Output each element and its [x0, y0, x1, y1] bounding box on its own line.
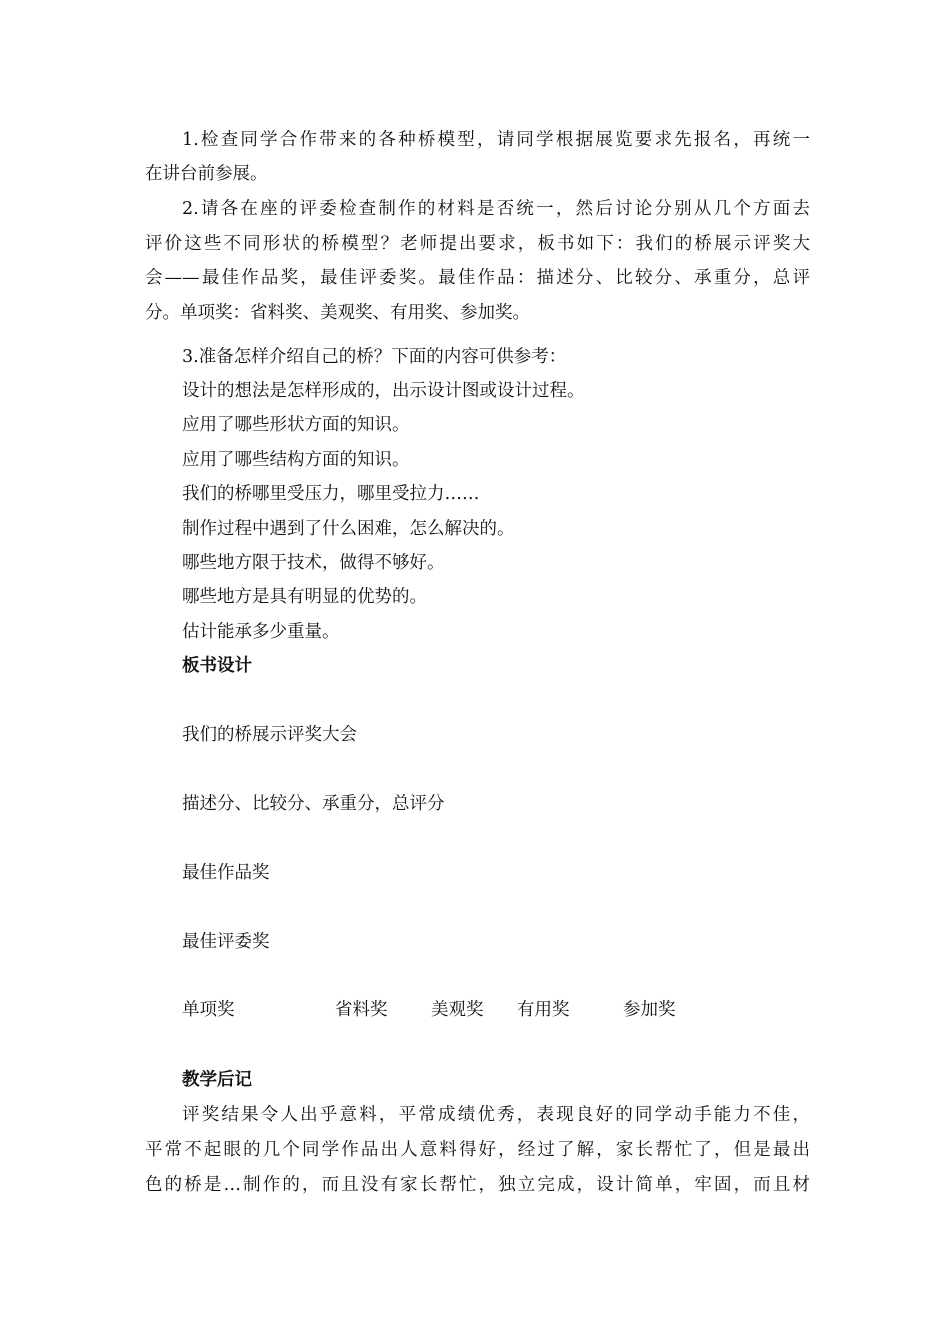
- board-heading: 板书设计: [182, 656, 252, 676]
- step3-item: 应用了哪些结构方面的知识。: [182, 450, 410, 470]
- step2-line2: 评价这些不同形状的桥模型？老师提出要求，板书如下：我们的桥展示评奖大: [145, 234, 810, 254]
- step2-line1: 2.请各在座的评委检查制作的材料是否统一，然后讨论分别从几个方面去: [182, 199, 810, 219]
- step3-item: 应用了哪些形状方面的知识。: [182, 415, 410, 435]
- board-award: 参加奖: [623, 1000, 676, 1020]
- postscript-line3: 色的桥是…制作的，而且没有家长帮忙，独立完成，设计简单，牢固，而且材: [145, 1175, 810, 1195]
- step3-intro: 3.准备怎样介绍自己的桥？下面的内容可供参考：: [182, 347, 567, 367]
- board-best-judge: 最佳评委奖: [182, 932, 270, 952]
- board-title: 我们的桥展示评奖大会: [182, 725, 357, 745]
- step3-item: 制作过程中遇到了什么困难，怎么解决的。: [182, 519, 515, 539]
- step3-item: 哪些地方是具有明显的优势的。: [182, 587, 427, 607]
- step3-item: 设计的想法是怎样形成的，出示设计图或设计过程。: [182, 381, 585, 401]
- postscript-heading: 教学后记: [182, 1070, 252, 1090]
- step1-line2: 在讲台前参展。: [145, 164, 268, 184]
- step2-line4: 分。单项奖：省料奖、美观奖、有用奖、参加奖。: [145, 303, 530, 323]
- board-scores: 描述分、比较分、承重分，总评分: [182, 794, 445, 814]
- step3-item: 哪些地方限于技术，做得不够好。: [182, 553, 445, 573]
- step3-item: 我们的桥哪里受压力，哪里受拉力……: [182, 484, 480, 504]
- board-single-label: 单项奖: [182, 1000, 235, 1020]
- postscript-line2: 平常不起眼的几个同学作品出人意料得好，经过了解，家长帮忙了，但是最出: [145, 1140, 810, 1160]
- board-award: 省料奖: [335, 1000, 388, 1020]
- board-award: 美观奖: [431, 1000, 484, 1020]
- step2-line3: 会——最佳作品奖，最佳评委奖。最佳作品：描述分、比较分、承重分，总评: [145, 268, 810, 288]
- board-best-work: 最佳作品奖: [182, 863, 270, 883]
- step1-line1: 1.检查同学合作带来的各种桥模型，请同学根据展览要求先报名，再统一: [182, 130, 810, 150]
- board-award: 有用奖: [517, 1000, 570, 1020]
- step3-item: 估计能承多少重量。: [182, 622, 340, 642]
- postscript-line1: 评奖结果令人出乎意料，平常成绩优秀，表现良好的同学动手能力不佳，: [182, 1105, 810, 1125]
